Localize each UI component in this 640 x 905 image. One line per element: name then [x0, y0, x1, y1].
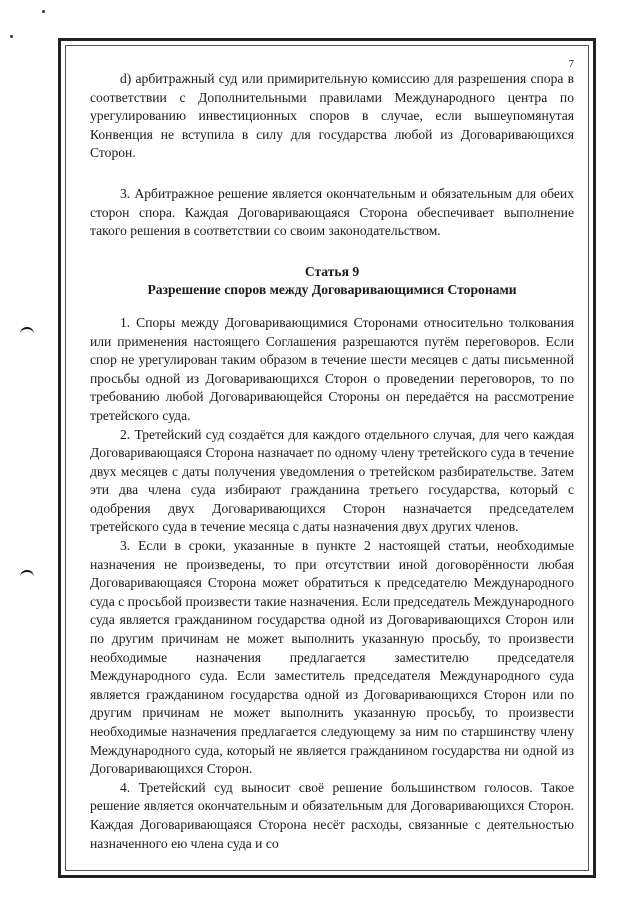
margin-mark [20, 570, 34, 579]
margin-mark [20, 327, 34, 336]
page-number: 7 [568, 58, 574, 70]
scan-speck [42, 10, 45, 13]
paragraph-item-3: 3. Арбитражное решение является окончательным и обязательным для обеих сторон спора. Каждая Договаривающаяся Сторона обеспечивает выполнение такого решения в соответствии со своим законодательством. [90, 185, 574, 239]
page-frame [58, 38, 596, 878]
article-title: Статья 9 [304, 263, 360, 279]
article-subtitle: Разрешение споров между Договаривающимися Сторонами [147, 282, 517, 298]
article-paragraph-4: 4. Третейский суд выносит своё решение большинством голосов. Такое решение является окончательным и обязательным для Договаривающихся Сторон. Каждая Договаривающаяся Сторона несёт расходы, связанные с деятельностью назначенного ею члена суда и со [90, 779, 574, 851]
page-inner-border [65, 45, 589, 871]
article-paragraph-3: 3. Если в сроки, указанные в пункте 2 настоящей статьи, необходимые назначения не произведены, то при отсутствии иной договорённости любая Договаривающаяся Сторона может обратиться к председателю Международного суда с просьбой произвести такие назначения. Если председатель Международного суда является гражданином государства одной из Договаривающихся Сторон или по другим причинам не может выполнить указанную просьбу, то произвести необходимые назначения предлагается заместителю председателя Международного суда. Если заместитель председателя Международного суда является гражданином государства одной из Договаривающихся Сторон или по другим причинам не может выполнить указанную просьбу, то произвести необходимые назначения предлагается следующему за ним по старшинству члену Международного суда, который не является гражданином государства ни одной из Договаривающихся Сторон. [90, 538, 574, 777]
paragraph-item-d: d) арбитражный суд или примирительную комиссию для разрешения спора в соответствии с Дополнительными правилами Международного центра по урегулированию инвестиционных споров в случае, если вышеупомянутая Конвенция не вступила в силу для государства любой из Договаривающихся Сторон. [90, 71, 574, 161]
scan-speck [10, 35, 13, 38]
article-paragraph-1: 1. Споры между Договаривающимися Сторонами относительно толкования или применения настоящего Соглашения разрешаются путём переговоров. Если спор не урегулирован таким образом в течение шести месяцев с даты письменной просьбы одной из Договаривающихся Сторон о проведении переговоров, то по требованию любой Договаривающейся Стороны он передаётся на рассмотрение третейского суда. [90, 314, 574, 423]
article-paragraph-2: 2. Третейский суд создаётся для каждого отдельного случая, для чего каждая Договаривающаяся Сторона назначает по одному члену третейского суда в течение двух месяцев с даты получения уведомления о третейском разбирательстве. Затем эти два члена суда избирают гражданина третьего государства, который с одобрения двух Договаривающихся Сторон назначается председателем третейского суда в течение месяца с даты назначения двух других членов. [90, 426, 574, 535]
document-body [90, 70, 574, 853]
